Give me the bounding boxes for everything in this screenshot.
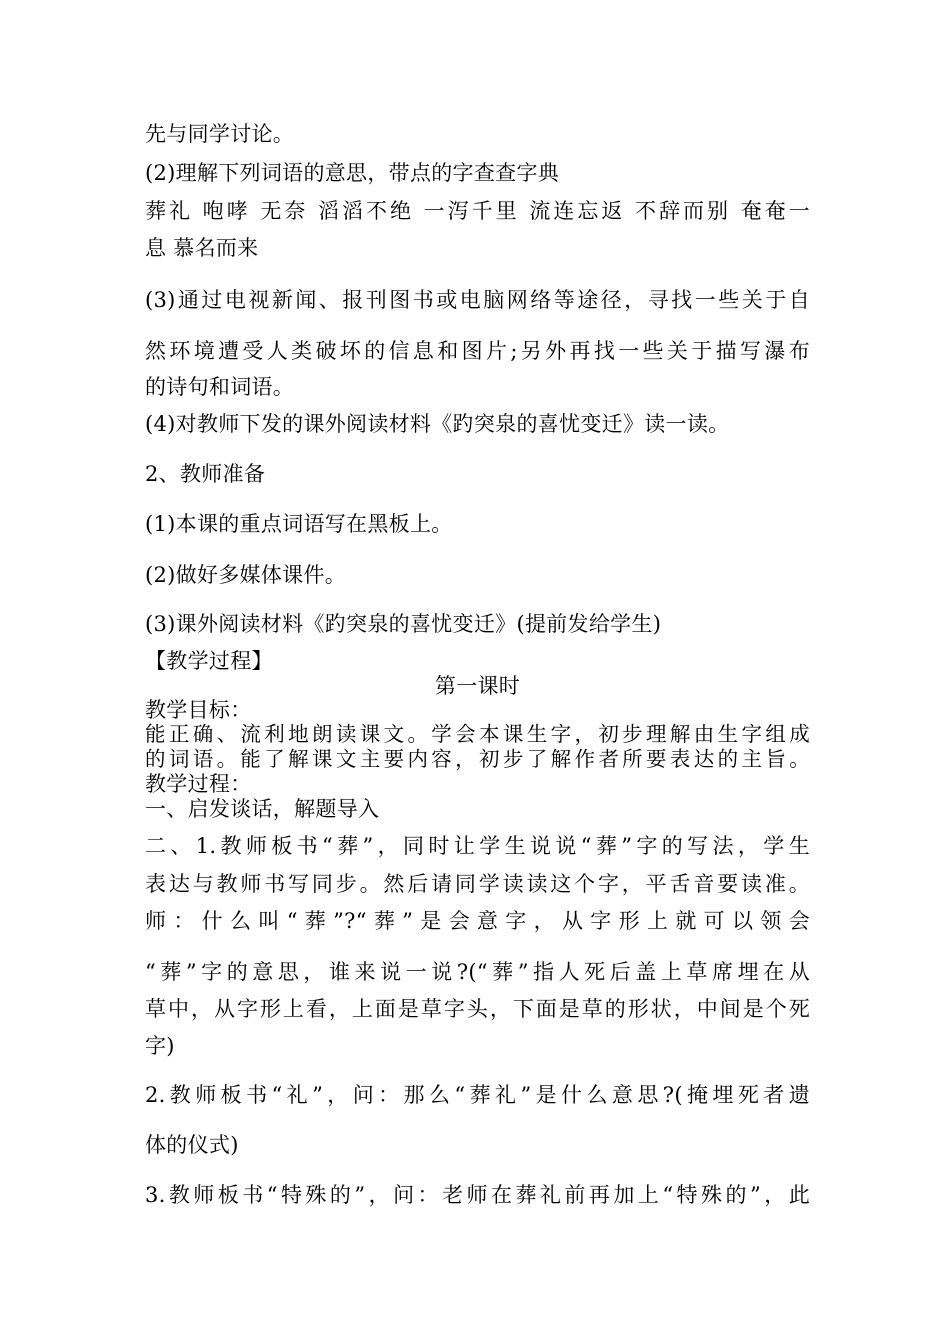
text-line: 师：什么叫“葬”?“葬”是会意字，从字形上就可以领会 (145, 909, 810, 933)
text-line: 字) (145, 1034, 175, 1058)
text-line: 能正确、流利地朗读课文。学会本课生字，初步理解由生字组成 (145, 722, 810, 746)
text-line: (1)本课的重点词语写在黑板上。 (145, 512, 453, 536)
text-line: (4)对教师下发的课外阅读材料《趵突泉的喜忧变迁》读一读。 (145, 412, 730, 436)
text-line: 草中，从字形上看，上面是草字头，下面是草的形状，中间是个死 (145, 997, 810, 1021)
section-heading: 【教学过程】 (145, 649, 273, 673)
text-line: 2.教师板书“礼”，问：那么“葬礼”是什么意思?(掩埋死者遗 (145, 1083, 810, 1107)
text-line: 体的仪式) (145, 1133, 239, 1157)
text-line: 然环境遭受人类破坏的信息和图片;另外再找一些关于描写瀑布 (145, 339, 810, 363)
text-line: 的诗句和词语。 (145, 375, 295, 399)
text-line: “葬”字的意思，谁来说一说?(“葬”指人死后盖上草席埋在从 (145, 960, 810, 984)
text-line: (2)理解下列词语的意思，带点的字查查字典 (145, 161, 560, 185)
text-line: (2)做好多媒体课件。 (145, 563, 347, 587)
lesson-title: 第一课时 (434, 674, 521, 698)
text-line: 的词语。能了解课文主要内容，初步了解作者所要表达的主旨。 (145, 747, 810, 771)
text-line: 葬礼 咆哮 无奈 滔滔不绝 一泻千里 流连忘返 不辞而别 奄奄一 (145, 199, 810, 223)
text-line: 二、1.教师板书“葬”，同时让学生说说“葬”字的写法，学生 (145, 834, 810, 858)
text-line: 教学目标： (145, 698, 252, 722)
section-heading: 2、教师准备 (145, 462, 266, 486)
text-line: 一、启发谈话，解题导入 (145, 797, 380, 821)
text-line: 教学过程： (145, 772, 252, 796)
text-line: (3)通过电视新闻、报刊图书或电脑网络等途径，寻找一些关于自 (145, 288, 810, 312)
text-line: 3.教师板书“特殊的”，问：老师在葬礼前再加上“特殊的”，此 (145, 1183, 810, 1207)
text-line: 表达与教师书写同步。然后请同学读读这个字，平舌音要读准。 (145, 872, 810, 896)
text-line: (3)课外阅读材料《趵突泉的喜忧变迁》(提前发给学生) (145, 612, 662, 636)
text-line: 先与同学讨论。 (145, 122, 295, 146)
text-line: 息 慕名而来 (145, 236, 259, 260)
